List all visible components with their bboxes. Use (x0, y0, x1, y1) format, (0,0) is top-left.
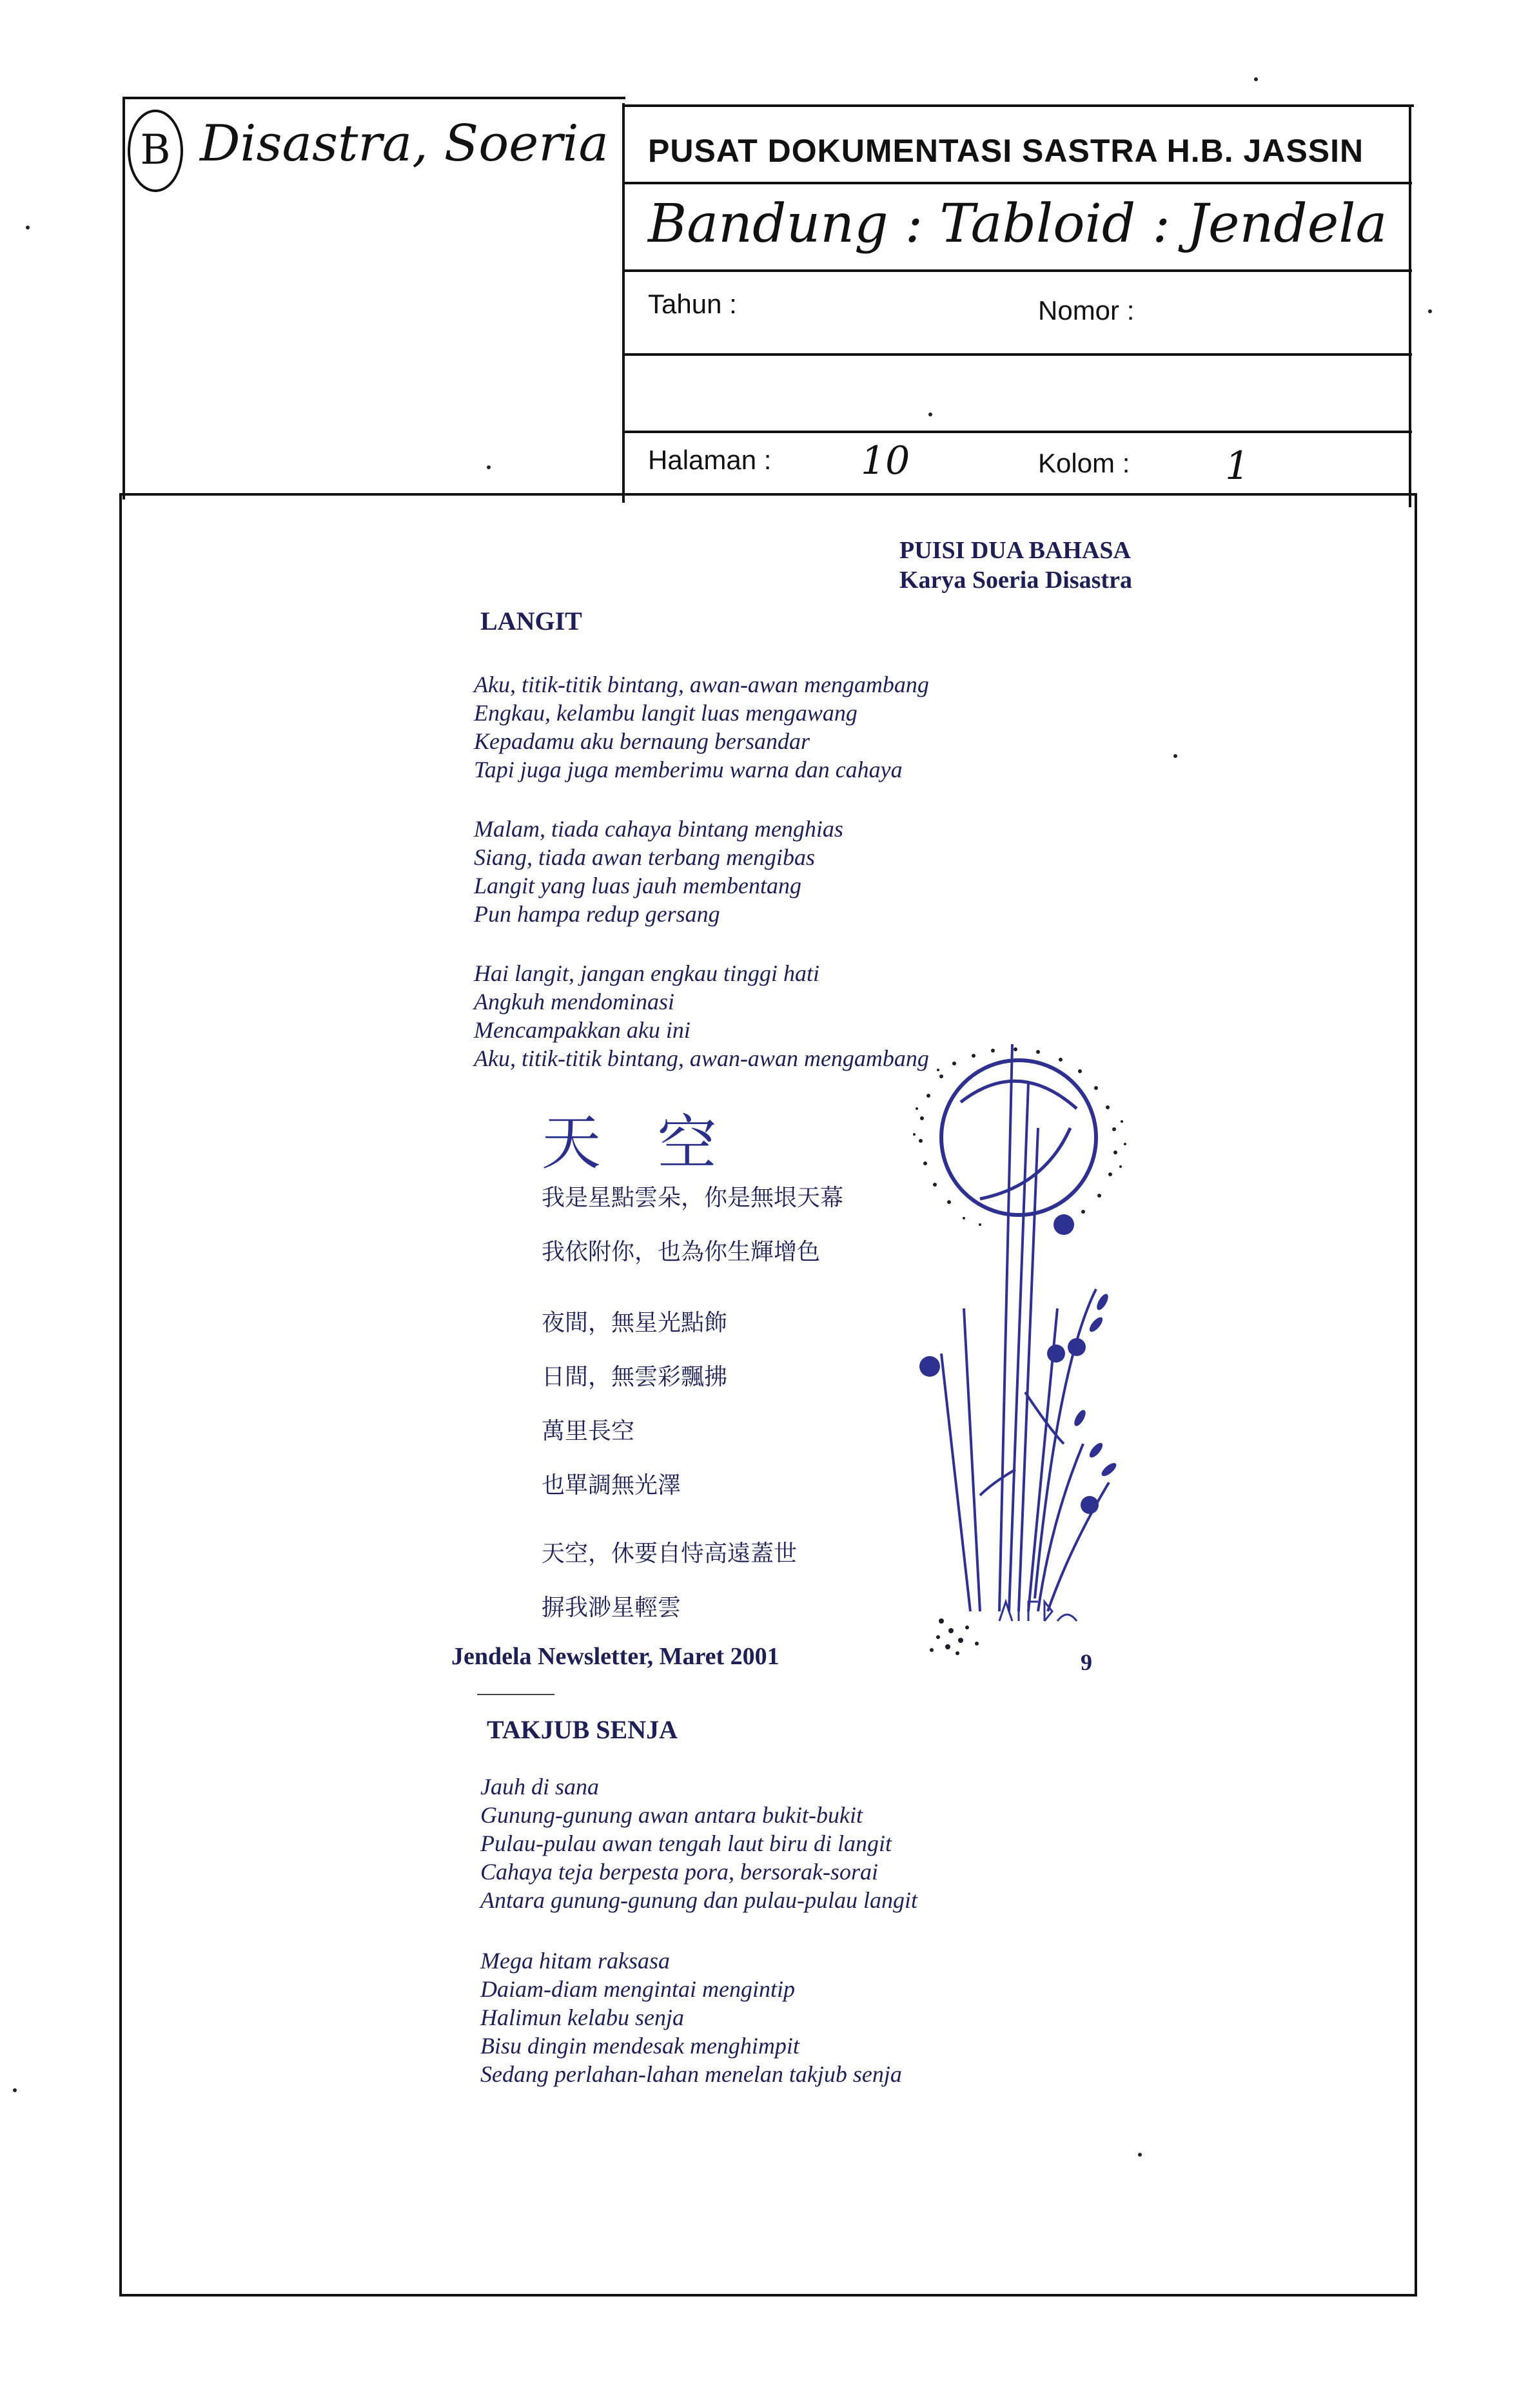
scan-speck (1138, 2153, 1142, 2157)
archive-title: PUSAT DOKUMENTASI SASTRA H.B. JASSIN (648, 133, 1364, 169)
poem-line: Tapi juga juga memberimu warna dan cahaya (474, 757, 903, 782)
poem2-stanza (480, 1947, 917, 2088)
kolom-label: Kolom : (1038, 448, 1130, 478)
nomor-label: Nomor : (1038, 295, 1135, 325)
poem-line: Kepadamu aku bernaung bersandar (474, 728, 810, 754)
poem-line: Angkuh mendominasi (474, 989, 674, 1015)
divider (477, 1694, 554, 1695)
poem-line: Cahaya teja berpesta pora, bersorak-sorai (480, 1859, 878, 1885)
chinese-line: 天空，休要自恃高遠蓋世 (542, 1540, 798, 1567)
newsletter-footer: Jendela Newsletter, Maret 2001 (451, 1643, 779, 1670)
poem2-body (480, 1772, 917, 2088)
halaman-label: Halaman : (648, 445, 772, 475)
poem1-stanza (474, 815, 929, 928)
poem-line: Mega hitam raksasa (480, 1948, 670, 1974)
scan-speck (1254, 77, 1258, 81)
poem1-body (474, 670, 929, 1073)
poem-line: Pulau-pulau awan tengah laut biru di langit (480, 1830, 892, 1856)
poem-line: Aku, titik-titik bintang, awan-awan mengambang (474, 672, 929, 697)
scan-speck (26, 226, 30, 229)
poem1-stanza (474, 959, 929, 1073)
author-handwritten: Disastra, Soeria (200, 115, 609, 173)
chinese-line: 萬里長空 (542, 1418, 635, 1444)
poem-line: Pun hampa redup gersang (474, 901, 720, 927)
scan-speck (487, 465, 491, 469)
poem-line: Engkau, kelambu langit luas mengawang (474, 700, 858, 726)
tahun-label: Tahun : (648, 289, 737, 319)
chinese-line: 我是星點雲朵，你是無垠天幕 (542, 1185, 844, 1211)
chinese-line: 日間，無雲彩飄拂 (542, 1364, 728, 1390)
series-title: PUISI DUA BAHASA (899, 537, 1131, 564)
scan-speck (13, 2088, 17, 2092)
page-number: 9 (1081, 1649, 1092, 1675)
index-mark-label: B (140, 126, 171, 174)
poem-line: Siang, tiada awan terbang mengibas (474, 844, 815, 870)
scan-speck (928, 413, 932, 416)
poem-line: Hai langit, jangan engkau tinggi hati (474, 960, 819, 986)
source-handwritten: Bandung : Tabloid : Jendela (648, 193, 1387, 255)
flower-moon-illustration (903, 1031, 1141, 1663)
poem1-stanza (474, 670, 929, 784)
poem1-chinese-body (542, 1180, 843, 1644)
poem-line: Daiam-diam mengintai mengintip (480, 1976, 795, 2002)
poem-line: Jauh di sana (480, 1774, 599, 1800)
index-mark (128, 110, 183, 192)
poem-line: Aku, titik-titik bintang, awan-awan mengambang (474, 1045, 929, 1071)
poem-line: Sedang perlahan-lahan menelan takjub senja (480, 2061, 902, 2087)
poem-line: Langit yang luas jauh membentang (474, 873, 801, 898)
poem-line: Gunung-gunung awan antara bukit-bukit (480, 1802, 863, 1828)
chinese-line: 夜間，無星光點飾 (542, 1310, 728, 1336)
poem2-stanza (480, 1772, 917, 1914)
poem-line: Bisu dingin mendesak menghimpit (480, 2033, 799, 2059)
poem-line: Halimun kelabu senja (480, 2005, 684, 2030)
chinese-line: 也單調無光澤 (542, 1472, 681, 1499)
poem1-title: LANGIT (480, 607, 582, 636)
poem2-title: TAKJUB SENJA (487, 1715, 678, 1744)
series-author: Karya Soeria Disastra (899, 567, 1132, 594)
poem1-chinese-title: 天 空 (542, 1109, 717, 1178)
chinese-line: 我依附你，也為你生輝增色 (542, 1239, 821, 1265)
kolom-value: 1 (1225, 443, 1250, 489)
scan-speck (1173, 754, 1177, 758)
halaman-value: 10 (861, 438, 910, 483)
chinese-line: 摒我渺星輕雲 (542, 1595, 681, 1621)
catalog-card (0, 0, 1519, 516)
scan-speck (1428, 309, 1432, 313)
poem-line: Mencampakkan aku ini (474, 1017, 691, 1043)
poem-line: Malam, tiada cahaya bintang menghias (474, 816, 843, 842)
poem-line: Antara gunung-gunung dan pulau-pulau langit (480, 1887, 917, 1913)
